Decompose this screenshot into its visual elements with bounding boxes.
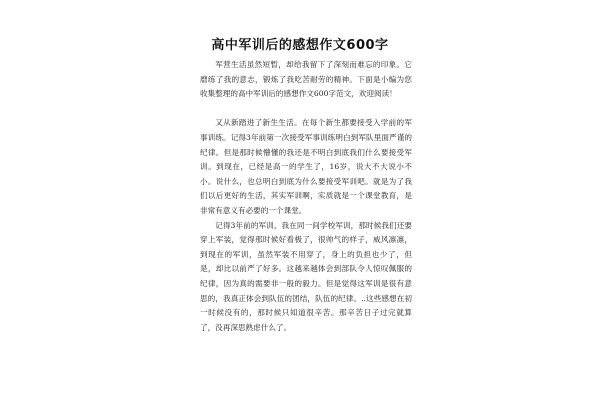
document-title: 高中军训后的感想作文600字 (211, 38, 389, 53)
body-paragraph: 又从新踏进了新生生活。在每个新生都要接受入学前的军事训练。记得3年前第一次接受军事训练明白到军队里面严谨的纪律。但是那时候懵懂的我还是不明白到底我们什么要接受军训。到现在，已经是高一的学生了，16岁，说大不大说小不小。说什么，也总明白到底为什么要接受军训吧。就是为了我们以后更好的生活，其实军训啊，实质就是一个课堂教育，是非常有意义有必要的一个课堂。 (200, 118, 412, 215)
body-paragraph: 记得3年前的军训，我在同一间学校军训，那时候我们还要穿上军装，觉得那时候好看极了，很帅气的样子，威风凛凛，到现在的军训，虽然军装不用穿了，身上的负担也少了，但是，却比以前严了好多。这越来越体会到部队令人惊叹佩服的纪律，因为真的需要非一般的毅力。但是觉得这军训是很有意思的，我真正体会到队伍的团结，队伍的纪律。..这些感想在初一时候没有的，那时候只知道很辛苦。那辛苦日子过完就算了，没再深思熟虑什么了。 (200, 220, 412, 332)
intro-paragraph: 军营生活虽然短暂，却给我留下了深刻而难忘的印象。它磨练了我的意志，锻炼了我吃苦耐劳的精神。下面是小编为您收集整理的高中军训后的感想作文600字范文，欢迎阅读！ (200, 60, 412, 99)
document-body (200, 58, 412, 335)
